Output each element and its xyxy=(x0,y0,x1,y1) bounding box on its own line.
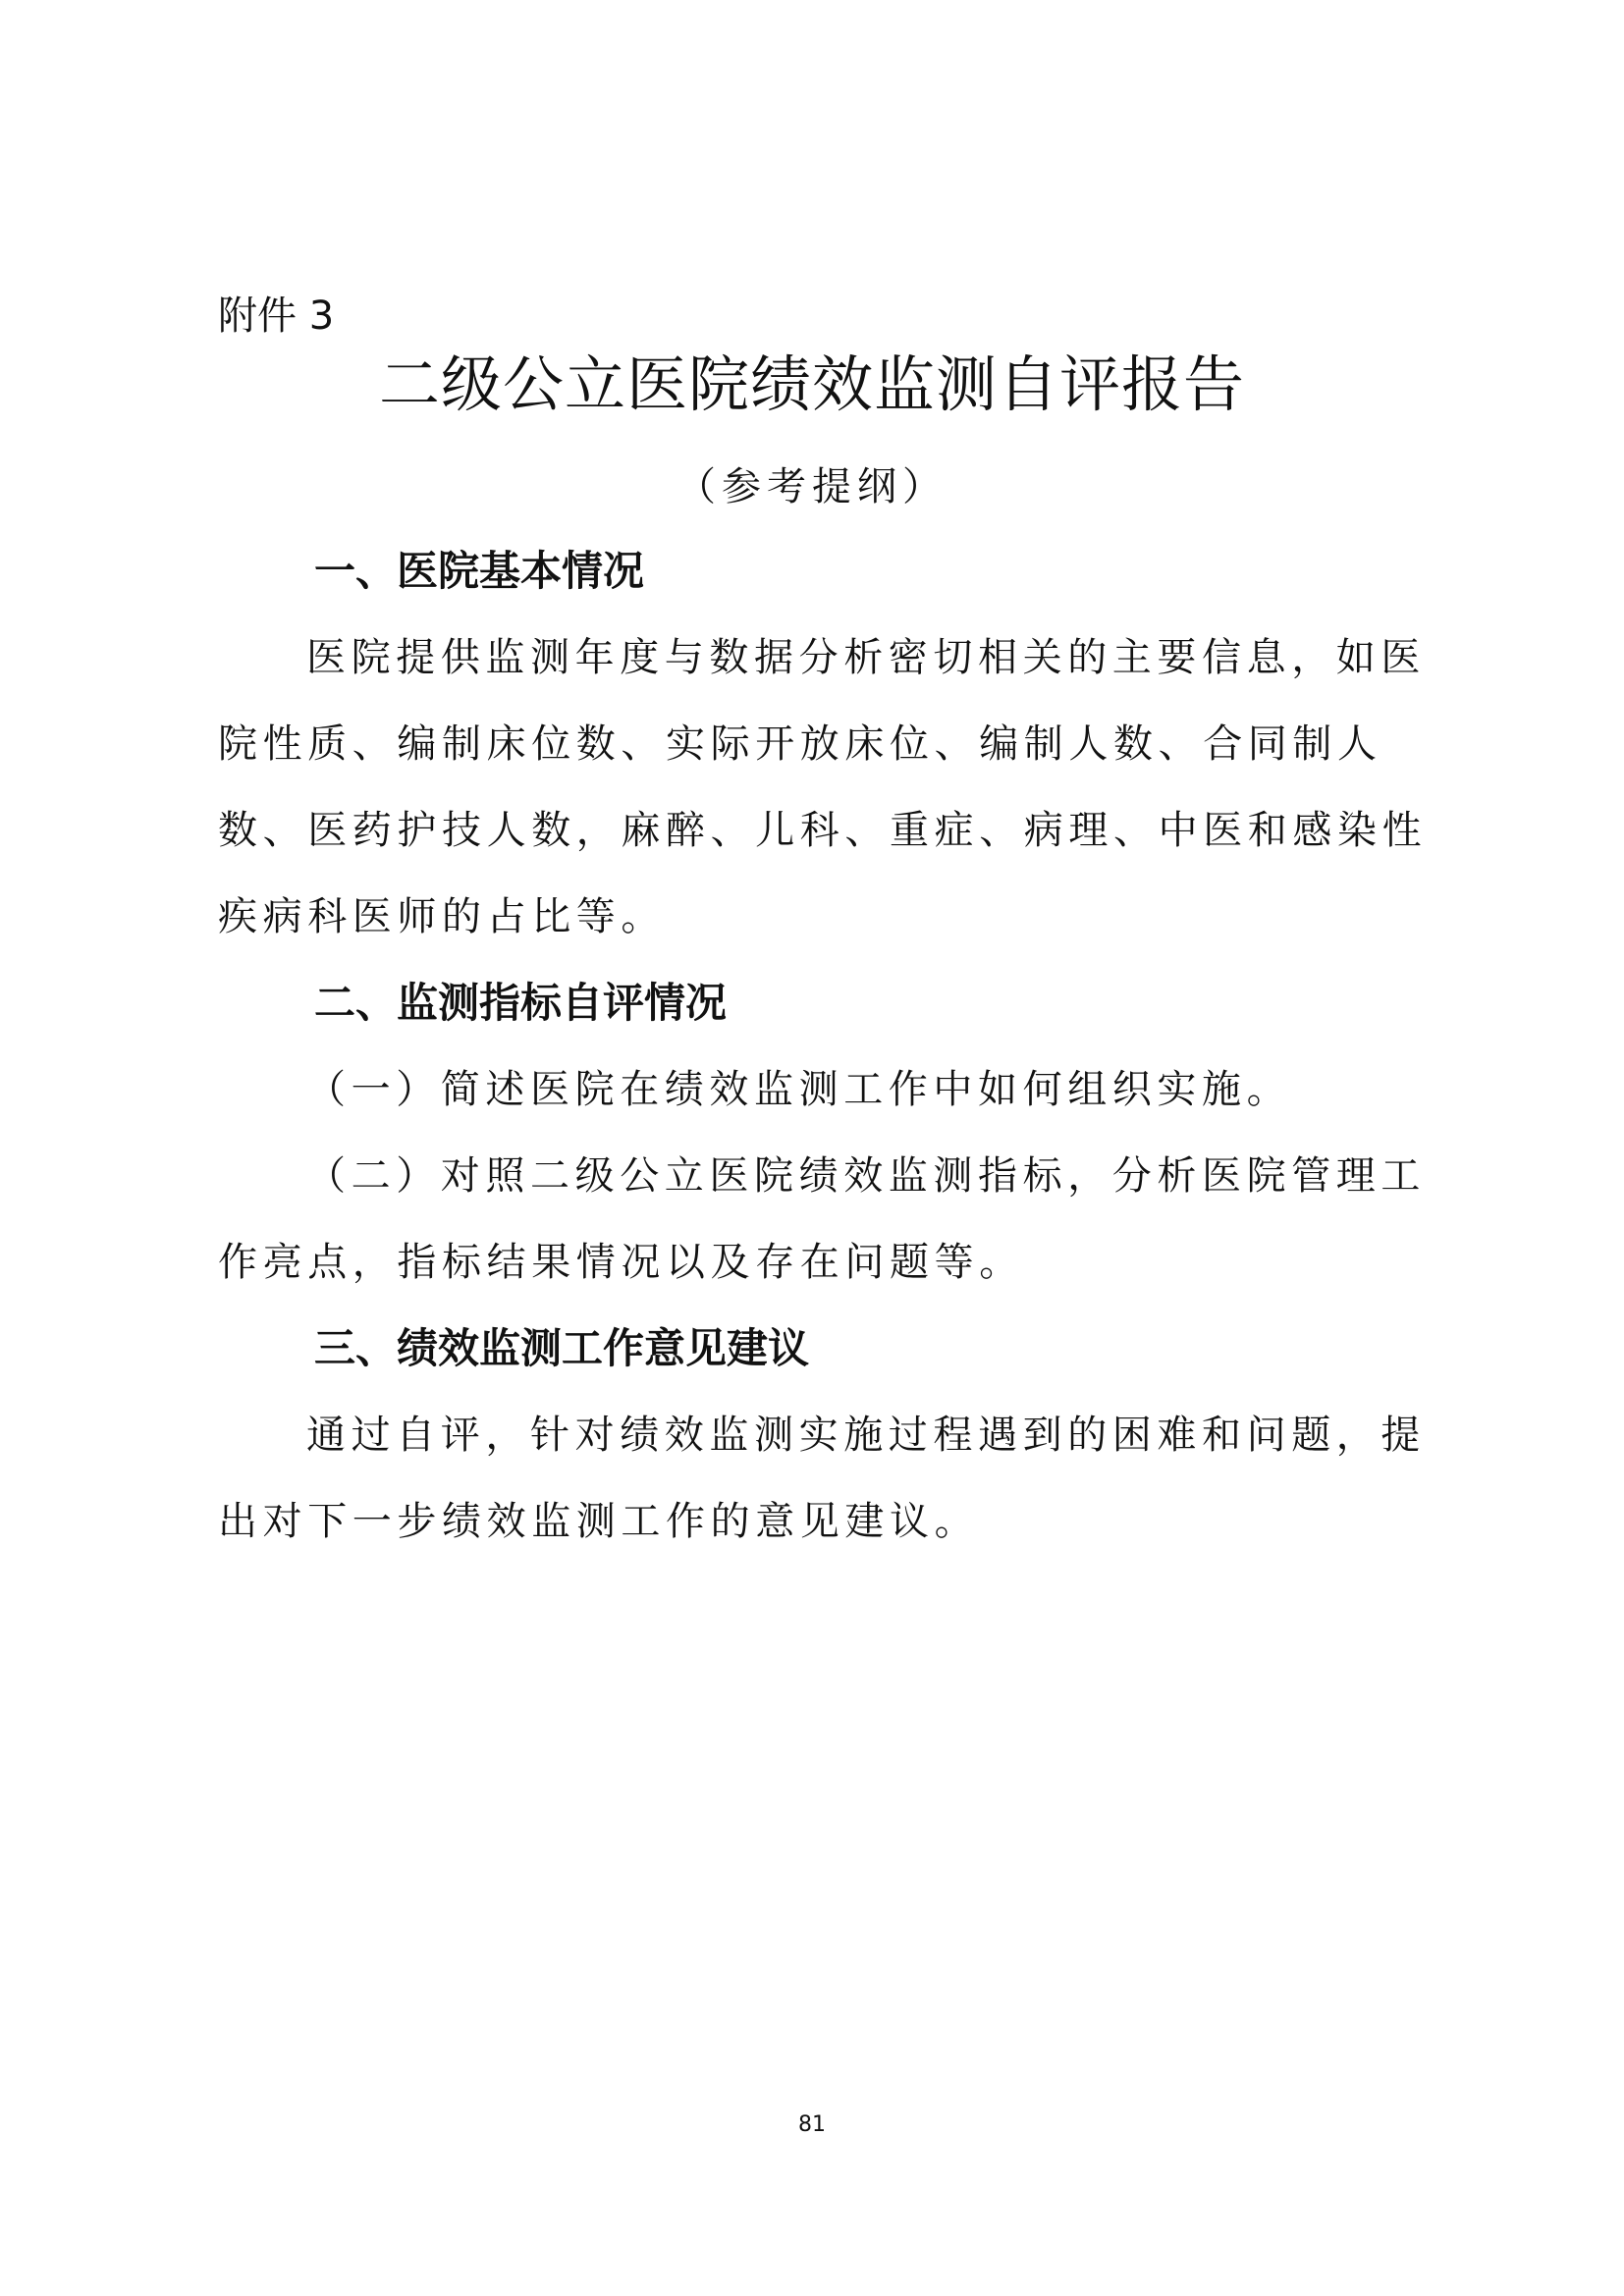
document-subtitle: （参考提纲） xyxy=(677,464,947,509)
section-heading-basic-info: 一、医院基本情况 xyxy=(314,547,645,595)
section-heading-suggestions: 三、绩效监测工作意见建议 xyxy=(314,1324,810,1372)
section-paragraph-basic-info: 医院提供监测年度与数据分析密切相关的主要信息，如医院性质、编制床位数、实际开放床位、编制人数、合同制人数、医药护技人数，麻醉、儿科、重症、病理、中医和感染性疾病科医师的占比等。 xyxy=(218,635,1428,939)
section-paragraph-analysis: （二）对照二级公立医院绩效监测指标，分析医院管理工作亮点，指标结果情况以及存在问题等。 xyxy=(218,1153,1426,1285)
section-paragraph-suggestions: 通过自评，针对绩效监测实施过程遇到的困难和问题，提出对下一步绩效监测工作的意见建议。 xyxy=(218,1413,1426,1544)
attachment-label: 附件 3 xyxy=(218,294,335,339)
section-paragraph-organization: （一）简述医院在绩效监测工作中如何组织实施。 xyxy=(306,1067,1292,1112)
section-heading-indicator-evaluation: 二、监测指标自评情况 xyxy=(314,979,728,1027)
document-title: 二级公立医院绩效监测自评报告 xyxy=(378,348,1245,420)
page-number: 81 xyxy=(798,2112,826,2137)
